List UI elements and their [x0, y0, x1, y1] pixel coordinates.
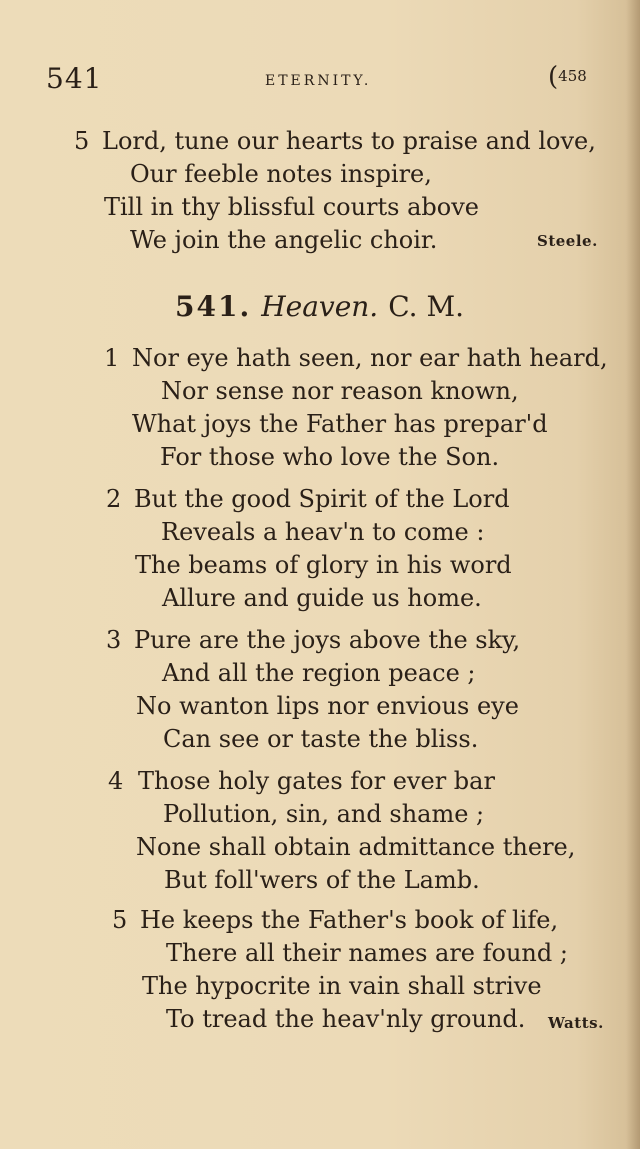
- hymn-title: Heaven.: [261, 290, 379, 323]
- stanza-4-line-1: Those holy gates for ever bar: [138, 767, 495, 795]
- stanza-5-line-3: The hypocrite in vain shall strive: [142, 972, 542, 1000]
- stanza-2-line-1: But the good Spirit of the Lord: [134, 485, 510, 513]
- stanza-1-line-1: Nor eye hath seen, nor ear hath heard,: [132, 344, 608, 372]
- stanza-4-line-2: Pollution, sin, and shame ;: [163, 800, 485, 828]
- stanza-1-line-3: What joys the Father has prepar'd: [132, 410, 548, 438]
- hymn-number: 541.: [175, 290, 252, 323]
- page-spine-shadow: [626, 0, 640, 1149]
- header-hymn-number: 541: [46, 62, 103, 95]
- header-bracket: (: [548, 62, 559, 92]
- prev-line-2: Our feeble notes inspire,: [130, 160, 432, 188]
- stanza-3-number: 3: [106, 626, 122, 654]
- hymn-author: Watts.: [548, 1014, 604, 1032]
- stanza-1-number: 1: [104, 344, 120, 372]
- stanza-5-line-2: There all their names are found ;: [166, 939, 568, 967]
- prev-author: Steele.: [537, 232, 598, 250]
- prev-line-1: Lord, tune our hearts to praise and love,: [102, 127, 596, 155]
- stanza-2-number: 2: [106, 485, 122, 513]
- stanza-3-line-1: Pure are the joys above the sky,: [134, 626, 521, 654]
- stanza-5-number: 5: [112, 906, 128, 934]
- stanza-2-line-3: The beams of glory in his word: [135, 551, 512, 579]
- hymn-heading: [175, 290, 464, 323]
- prev-line-4: We join the angelic choir.: [130, 226, 438, 254]
- stanza-4-line-3: None shall obtain admittance there,: [136, 833, 576, 861]
- stanza-3-line-3: No wanton lips nor envious eye: [136, 692, 519, 720]
- prev-line-3: Till in thy blissful courts above: [104, 193, 479, 221]
- hymn-meter: C. M.: [388, 290, 465, 323]
- stanza-2-line-2: Reveals a heav'n to come :: [161, 518, 485, 546]
- stanza-4-line-4: But foll'wers of the Lamb.: [164, 866, 480, 894]
- prev-stanza-number: 5: [74, 127, 90, 155]
- stanza-1-line-2: Nor sense nor reason known,: [161, 377, 519, 405]
- stanza-1-line-4: For those who love the Son.: [160, 443, 500, 471]
- header-page-number: [548, 62, 587, 92]
- stanza-3-line-2: And all the region peace ;: [162, 659, 476, 687]
- stanza-4-number: 4: [108, 767, 124, 795]
- running-title: ETERNITY.: [265, 73, 372, 89]
- stanza-5-line-1: He keeps the Father's book of life,: [140, 906, 559, 934]
- stanza-3-line-4: Can see or taste the bliss.: [163, 725, 479, 753]
- stanza-2-line-4: Allure and guide us home.: [162, 584, 482, 612]
- page-number: 458: [558, 67, 587, 85]
- stanza-5-line-4: To tread the heav'nly ground.: [166, 1005, 526, 1033]
